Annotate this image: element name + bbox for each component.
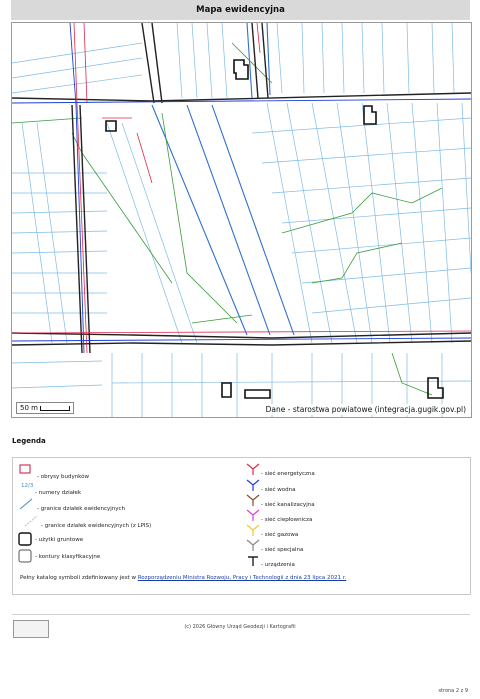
lpis-boundary-icon [23, 514, 39, 528]
legend-item-water: - sieć wodna [261, 487, 296, 493]
legend-item-heating: - sieć ciepłownicza [261, 517, 313, 523]
legend-box [12, 457, 471, 595]
gas-network-icon [245, 523, 261, 537]
footer-divider [12, 614, 470, 615]
building-outlines [106, 60, 443, 398]
legend-item-power: - sieć energetyczna [261, 471, 315, 477]
classification-contour-icon [17, 548, 33, 564]
sewer-network-icon [245, 493, 261, 507]
parcel-boundary-icon [18, 497, 34, 511]
map-credit: Dane - starostwa powiatowe (integracja.gugik.gov.pl) [263, 404, 469, 415]
legend-heading: Legenda [12, 437, 46, 445]
legend-item-gas: - sieć gazowa [261, 532, 299, 538]
legend-item-sewer: - sieć kanalizacyjna [261, 502, 315, 508]
cadastral-map[interactable] [11, 22, 472, 418]
footer-copyright: (c) 2026 Główny Urząd Geodezji i Kartografii [184, 624, 296, 630]
scale-label: 50 m [20, 404, 38, 412]
building-outline-icon [18, 463, 34, 477]
legend-item-lpis-boundaries: - granice działek ewidencyjnych (z LPIS) [41, 523, 152, 529]
devices-icon [245, 554, 261, 568]
map-canvas [12, 23, 471, 417]
legend-item-special: - sieć specjalna [261, 547, 304, 553]
main-parcel-boundaries [152, 23, 294, 335]
parcel-lines [12, 23, 471, 417]
scale-indicator [16, 402, 74, 414]
page-title: Mapa ewidencyjna [11, 0, 470, 20]
land-use-icon [17, 531, 33, 547]
legend-item-buildings: - obrysy budynków [37, 474, 90, 480]
heating-network-icon [245, 508, 261, 522]
legend-item-parcel-numbers: - numery działek [35, 490, 82, 496]
legend-item-classification-contours: - kontury klasyfikacyjne [35, 554, 101, 560]
regulation-link[interactable]: Rozporządzeniu Ministra Rozwoju, Pracy i Technologii z dnia 23 lipca 2021 r. [137, 575, 347, 581]
scale-bar [40, 406, 70, 411]
legend-item-devices: - urządzenia [261, 562, 295, 568]
power-network-icon [245, 462, 261, 476]
legend-item-land-use: - użytki gruntowe [35, 537, 84, 543]
catalog-note [20, 575, 346, 581]
special-network-icon [245, 538, 261, 552]
water-network-icon [245, 478, 261, 492]
gugik-logo [13, 620, 49, 638]
legend-item-parcel-boundaries: - granice działek ewidencyjnych [37, 506, 126, 512]
catalog-prefix: Pełny katalog symboli zdefiniowany jest w [20, 575, 138, 581]
page-number: strona 2 z 9 [438, 688, 468, 694]
parcel-number-icon: 12/3 [21, 483, 34, 489]
